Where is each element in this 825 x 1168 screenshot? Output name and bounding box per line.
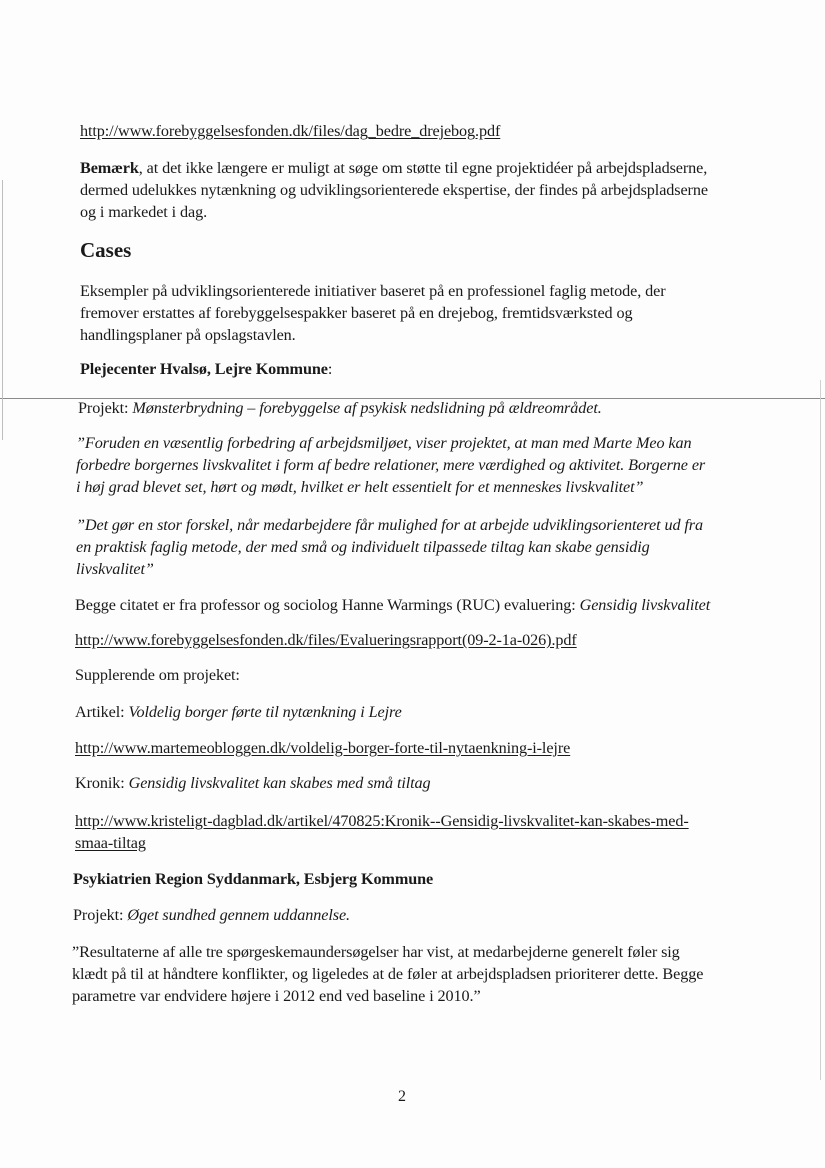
link-drejebog[interactable]: http://www.forebyggelsesfonden.dk/files/dag_bedre_drejebog.pdf [80,122,501,140]
page-number: 2 [398,1088,406,1105]
quote2-line-3: livskvalitet” [76,560,154,578]
result-line-1: ”Resultaterne af alle tre spørgeskemaundersøgelser har vist, at medarbejderne generelt føler sig [72,943,680,961]
scan-edge-left [2,180,3,440]
result-line-3: parametre var endvidere højere i 2012 end ved baseline i 2010.” [72,987,481,1005]
intro-line-3: handlingsplaner på opslagstavlen. [80,326,296,344]
case1-supplement: Supplerende om projeket: [75,666,240,684]
case1-quote-1 [76,432,705,498]
intro-line-2: fremover erstattes af forebyggelsespakker baseret på en drejebog, fremtidsværksted og [80,304,633,322]
link-drejebog-line [80,120,500,142]
quote1-line-2: forbedre borgernes livskvalitet i form af bedre relationer, mere værdighed og aktivitet. Borgerne er [76,456,706,474]
note-line-1: Bemærk, at det ikke længere er muligt at søge om støtte til egne projektidéer på arbejdspladserne, [80,159,708,177]
case1-kronik: Kronik: Gensidig livskvalitet kan skabes med små tiltag [75,774,431,792]
quote2-line-1: ”Det gør en stor forskel, når medarbejdere får mulighed for at arbejde udviklingsorienteret ud fra [76,516,703,534]
link-kristeligt-dagblad-line-1[interactable]: http://www.kristeligt-dagblad.dk/artikel/470825:Kronik--Gensidig-livskvalitet-kan-skabes-med- [75,812,689,830]
kronik-link-block [75,810,689,854]
case1-project: Projekt: Mønsterbrydning – forebyggelse af psykisk nedslidning på ældreområdet. [78,399,602,417]
quote1-line-3: i høj grad blevet set, hørt og mødt, hvilket er helt essentielt for et menneskes livskvalitet” [76,478,644,496]
link-martemeo-article[interactable]: http://www.martemeobloggen.dk/voldelig-borger-forte-til-nytaenkning-i-lejre [75,739,571,757]
note-line-2: dermed udelukkes nytænkning og udviklingsorienterede ekspertise, der findes på arbejdspladserne [80,181,708,199]
note-bold-label: Bemærk [80,159,139,177]
quote1-line-1: ”Foruden en væsentlig forbedring af arbejdsmiljøet, viser projektet, at man med Marte Meo kan [76,434,692,452]
case2-project: Projekt: Øget sundhed gennem uddannelse. [73,906,350,924]
note-line-3: og i markedet i dag. [80,203,208,221]
case1-article: Artikel: Voldelig borger førte til nytænkning i Lejre [75,703,402,721]
quote2-line-2: en praktisk faglig metode, der med små og individuelt tilpassede tiltag kan skabe gensidig [76,538,650,556]
evaluation-link-line [75,629,577,651]
case2-title: Psykiatrien Region Syddanmark, Esbjerg Kommune [73,870,434,888]
intro-line-1: Eksempler på udviklingsorienterede initiativer baseret på en professionel faglig metode, der [80,282,666,300]
case1-source: Begge citatet er fra professor og sociolog Hanne Warmings (RUC) evaluering: Gensidig livskvalitet [75,596,711,614]
link-kristeligt-dagblad-line-2[interactable]: smaa-tiltag [75,834,146,852]
link-evaluation-report[interactable]: http://www.forebyggelsesfonden.dk/files/Evalueringsrapport(09-2-1a-026).pdf [75,631,577,649]
case2-result [72,941,703,1007]
case1-quote-2 [76,514,703,580]
case1-title: Plejecenter Hvalsø, Lejre Kommune: [80,360,333,378]
scan-edge-right [820,380,821,1080]
result-line-2: klædt på til at håndtere konflikter, og ligeledes at de føler at arbejdspladsen prioriterer dette. Begge [72,965,704,983]
cases-heading: Cases [80,238,132,262]
note-paragraph [80,157,708,223]
intro-paragraph [80,280,666,346]
article-link-line [75,737,570,759]
